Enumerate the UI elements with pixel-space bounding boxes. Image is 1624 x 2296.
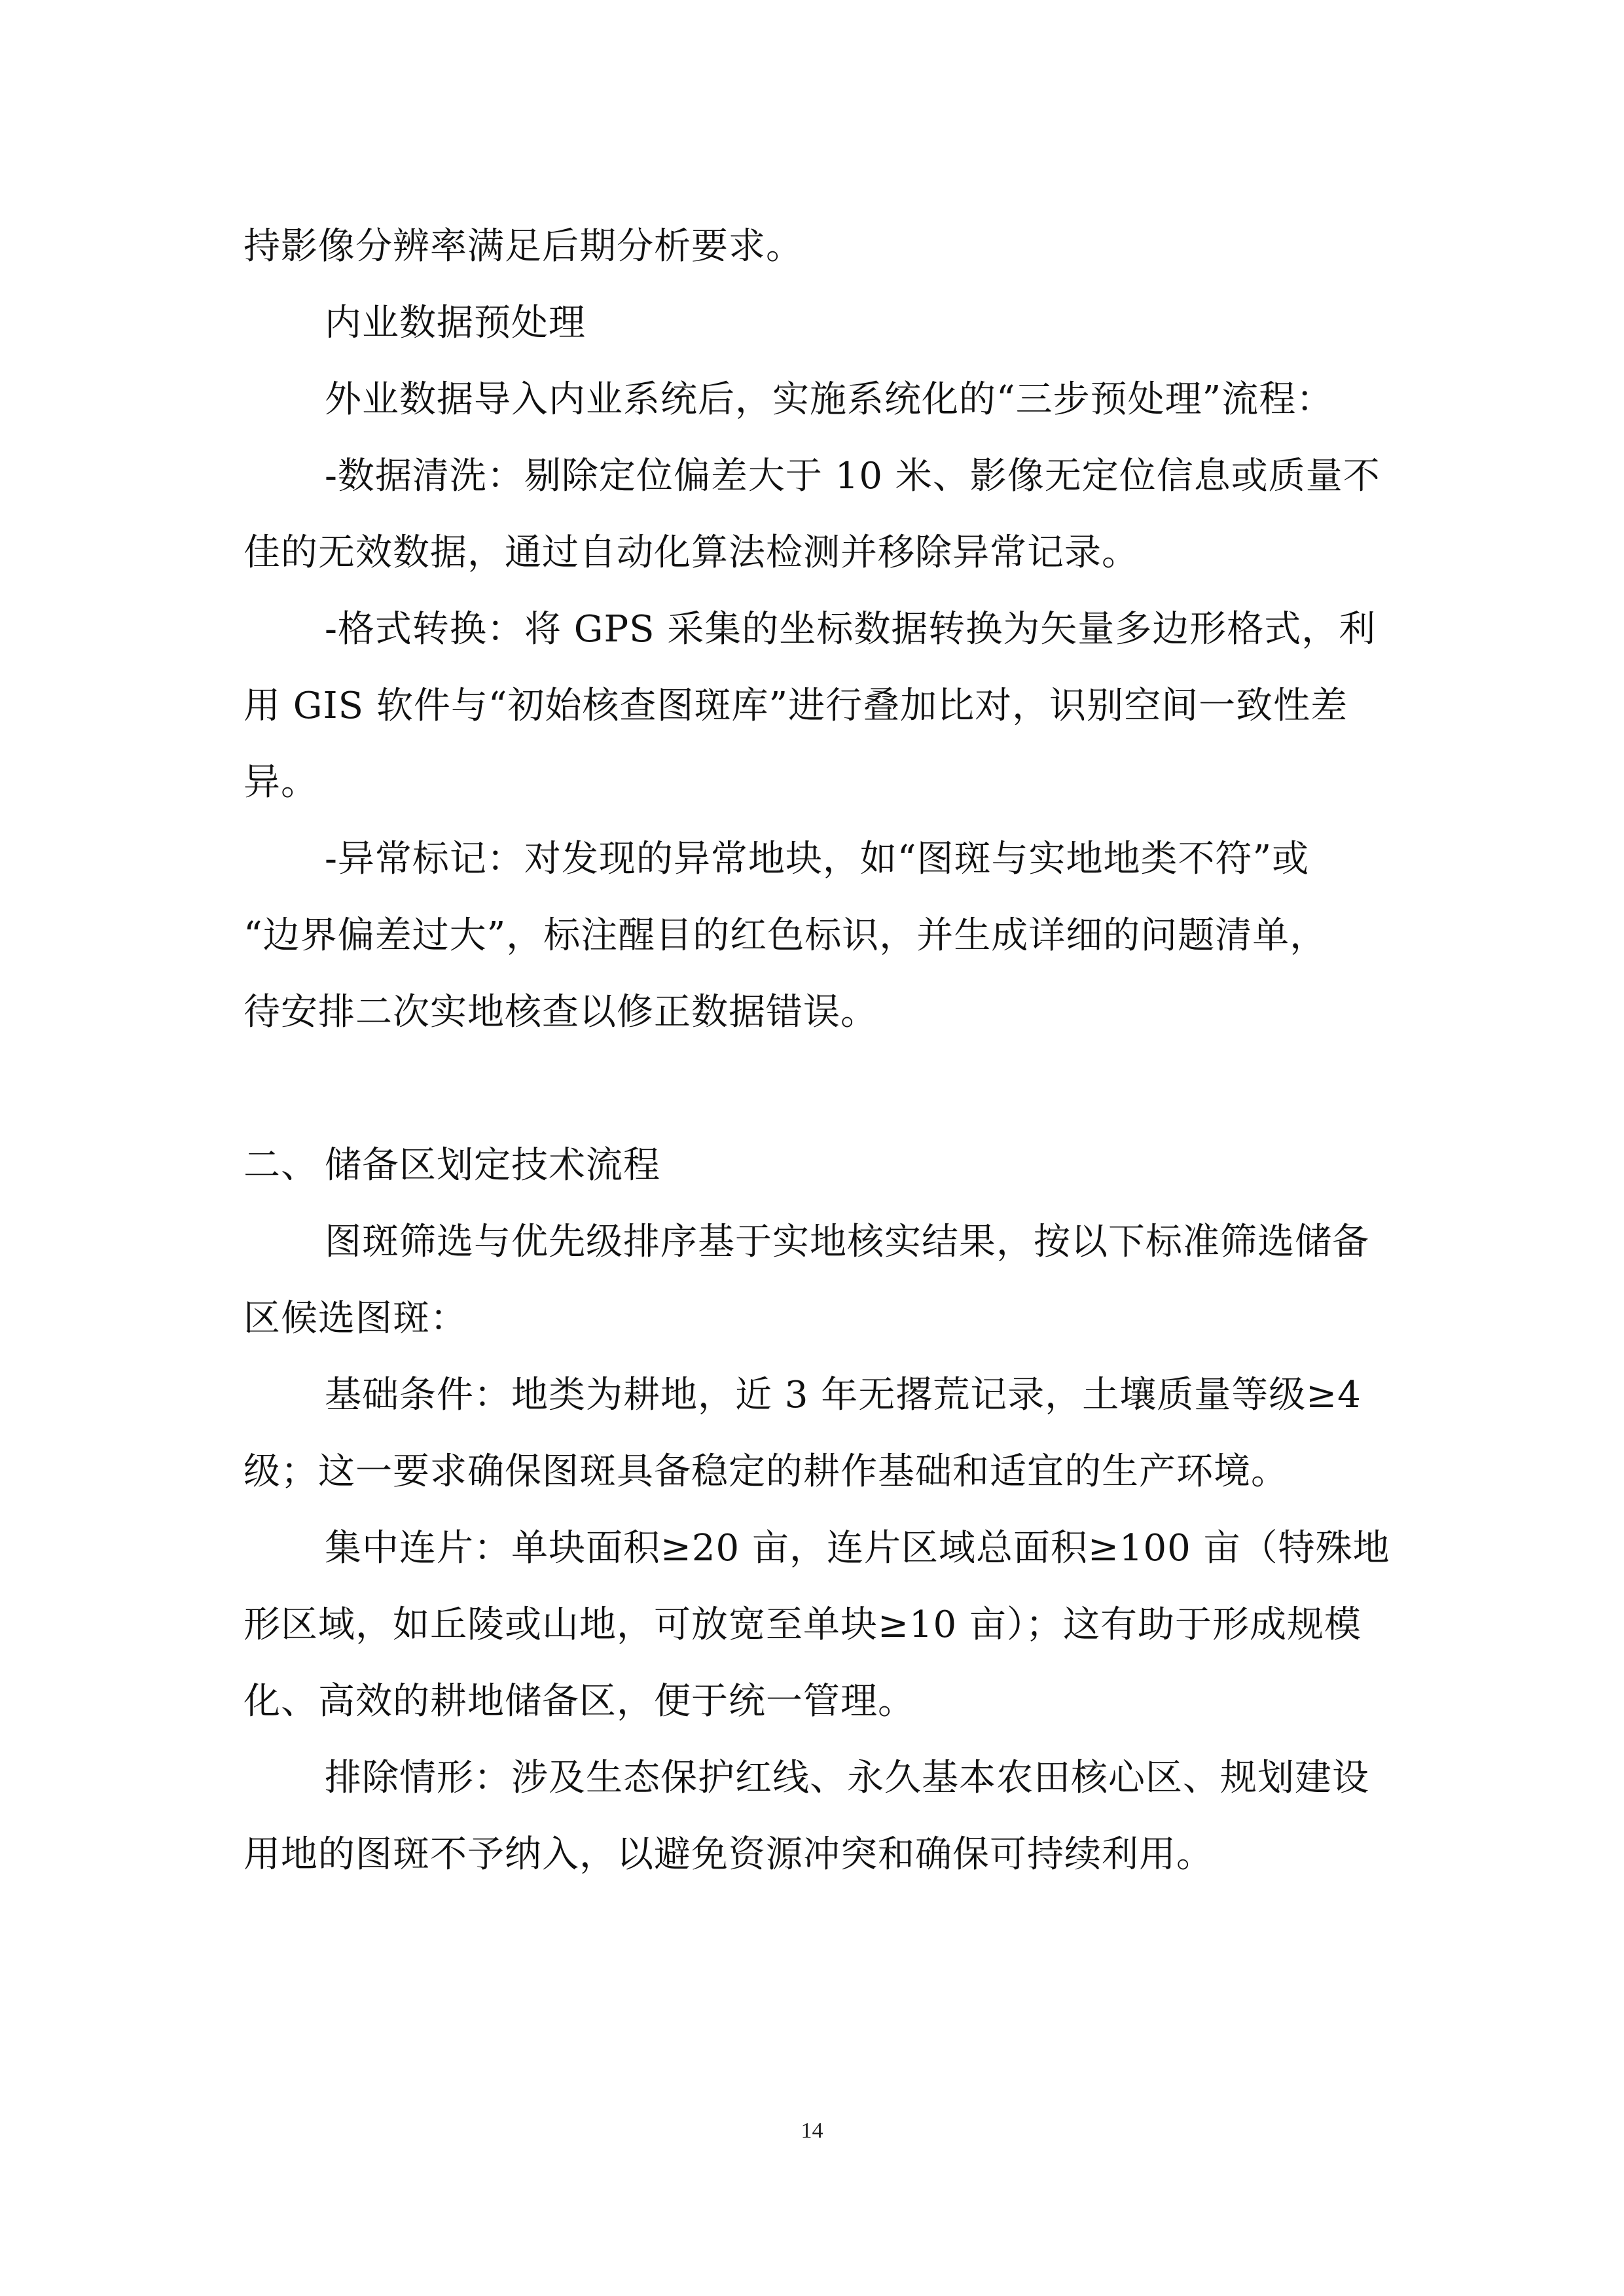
blank-line [244, 1050, 1382, 1127]
paragraph-line: 集中连片：单块面积≥20 亩，连片区域总面积≥100 亩（特殊地 [325, 1527, 1390, 1570]
paragraph-line: -数据清洗：剔除定位偏差大于 10 米、影像无定位信息或质量不 [325, 455, 1380, 497]
section-title: 储备区划定技术流程 [325, 1144, 660, 1187]
subheading-internal-preprocessing: 内业数据预处理 [325, 302, 586, 344]
section-heading [244, 1127, 1382, 1204]
paragraph-line: -格式转换：将 GPS 采集的坐标数据转换为矢量多边形格式，利 [325, 608, 1377, 651]
paragraph-line: 佳的无效数据，通过自动化算法检测并移除异常记录。 [244, 531, 1139, 574]
paragraph-line: 待安排二次实地核查以修正数据错误。 [244, 991, 878, 1033]
paragraph-line: “边界偏差过大”，标注醒目的红色标识，并生成详细的问题清单， [244, 914, 1327, 957]
section-number: 二、 [244, 1144, 318, 1187]
paragraph-line: 区候选图斑： [244, 1297, 467, 1340]
paragraph-line: 用 GIS 软件与“初始核查图斑库”进行叠加比对，识别空间一致性差 [244, 685, 1348, 727]
paragraph-line: 用地的图斑不予纳入，以避免资源冲突和确保可持续利用。 [244, 1833, 1214, 1876]
paragraph-line: 异。 [244, 761, 318, 804]
paragraph-line: 形区域，如丘陵或山地，可放宽至单块≥10 亩）；这有助于形成规模 [244, 1604, 1362, 1646]
paragraph-line: 化、高效的耕地储备区，便于统一管理。 [244, 1680, 915, 1723]
paragraph-line: 排除情形：涉及生态保护红线、永久基本农田核心区、规划建设 [325, 1757, 1369, 1799]
paragraph-line: 外业数据导入内业系统后，实施系统化的“三步预处理”流程： [325, 378, 1334, 421]
paragraph-line: 级；这一要求确保图斑具备稳定的耕作基础和适宜的生产环境。 [244, 1450, 1288, 1493]
paragraph-line: 图斑筛选与优先级排序基于实地核实结果，按以下标准筛选储备 [325, 1221, 1369, 1263]
paragraph-line: 持影像分辨率满足后期分析要求。 [244, 225, 803, 268]
page-number: 14 [801, 2119, 823, 2143]
body-text [244, 208, 1390, 1893]
paragraph-line: 基础条件：地类为耕地，近 3 年无撂荒记录，土壤质量等级≥4 [325, 1374, 1362, 1416]
paragraph-line: -异常标记：对发现的异常地块，如“图斑与实地地类不符”或 [325, 838, 1310, 880]
